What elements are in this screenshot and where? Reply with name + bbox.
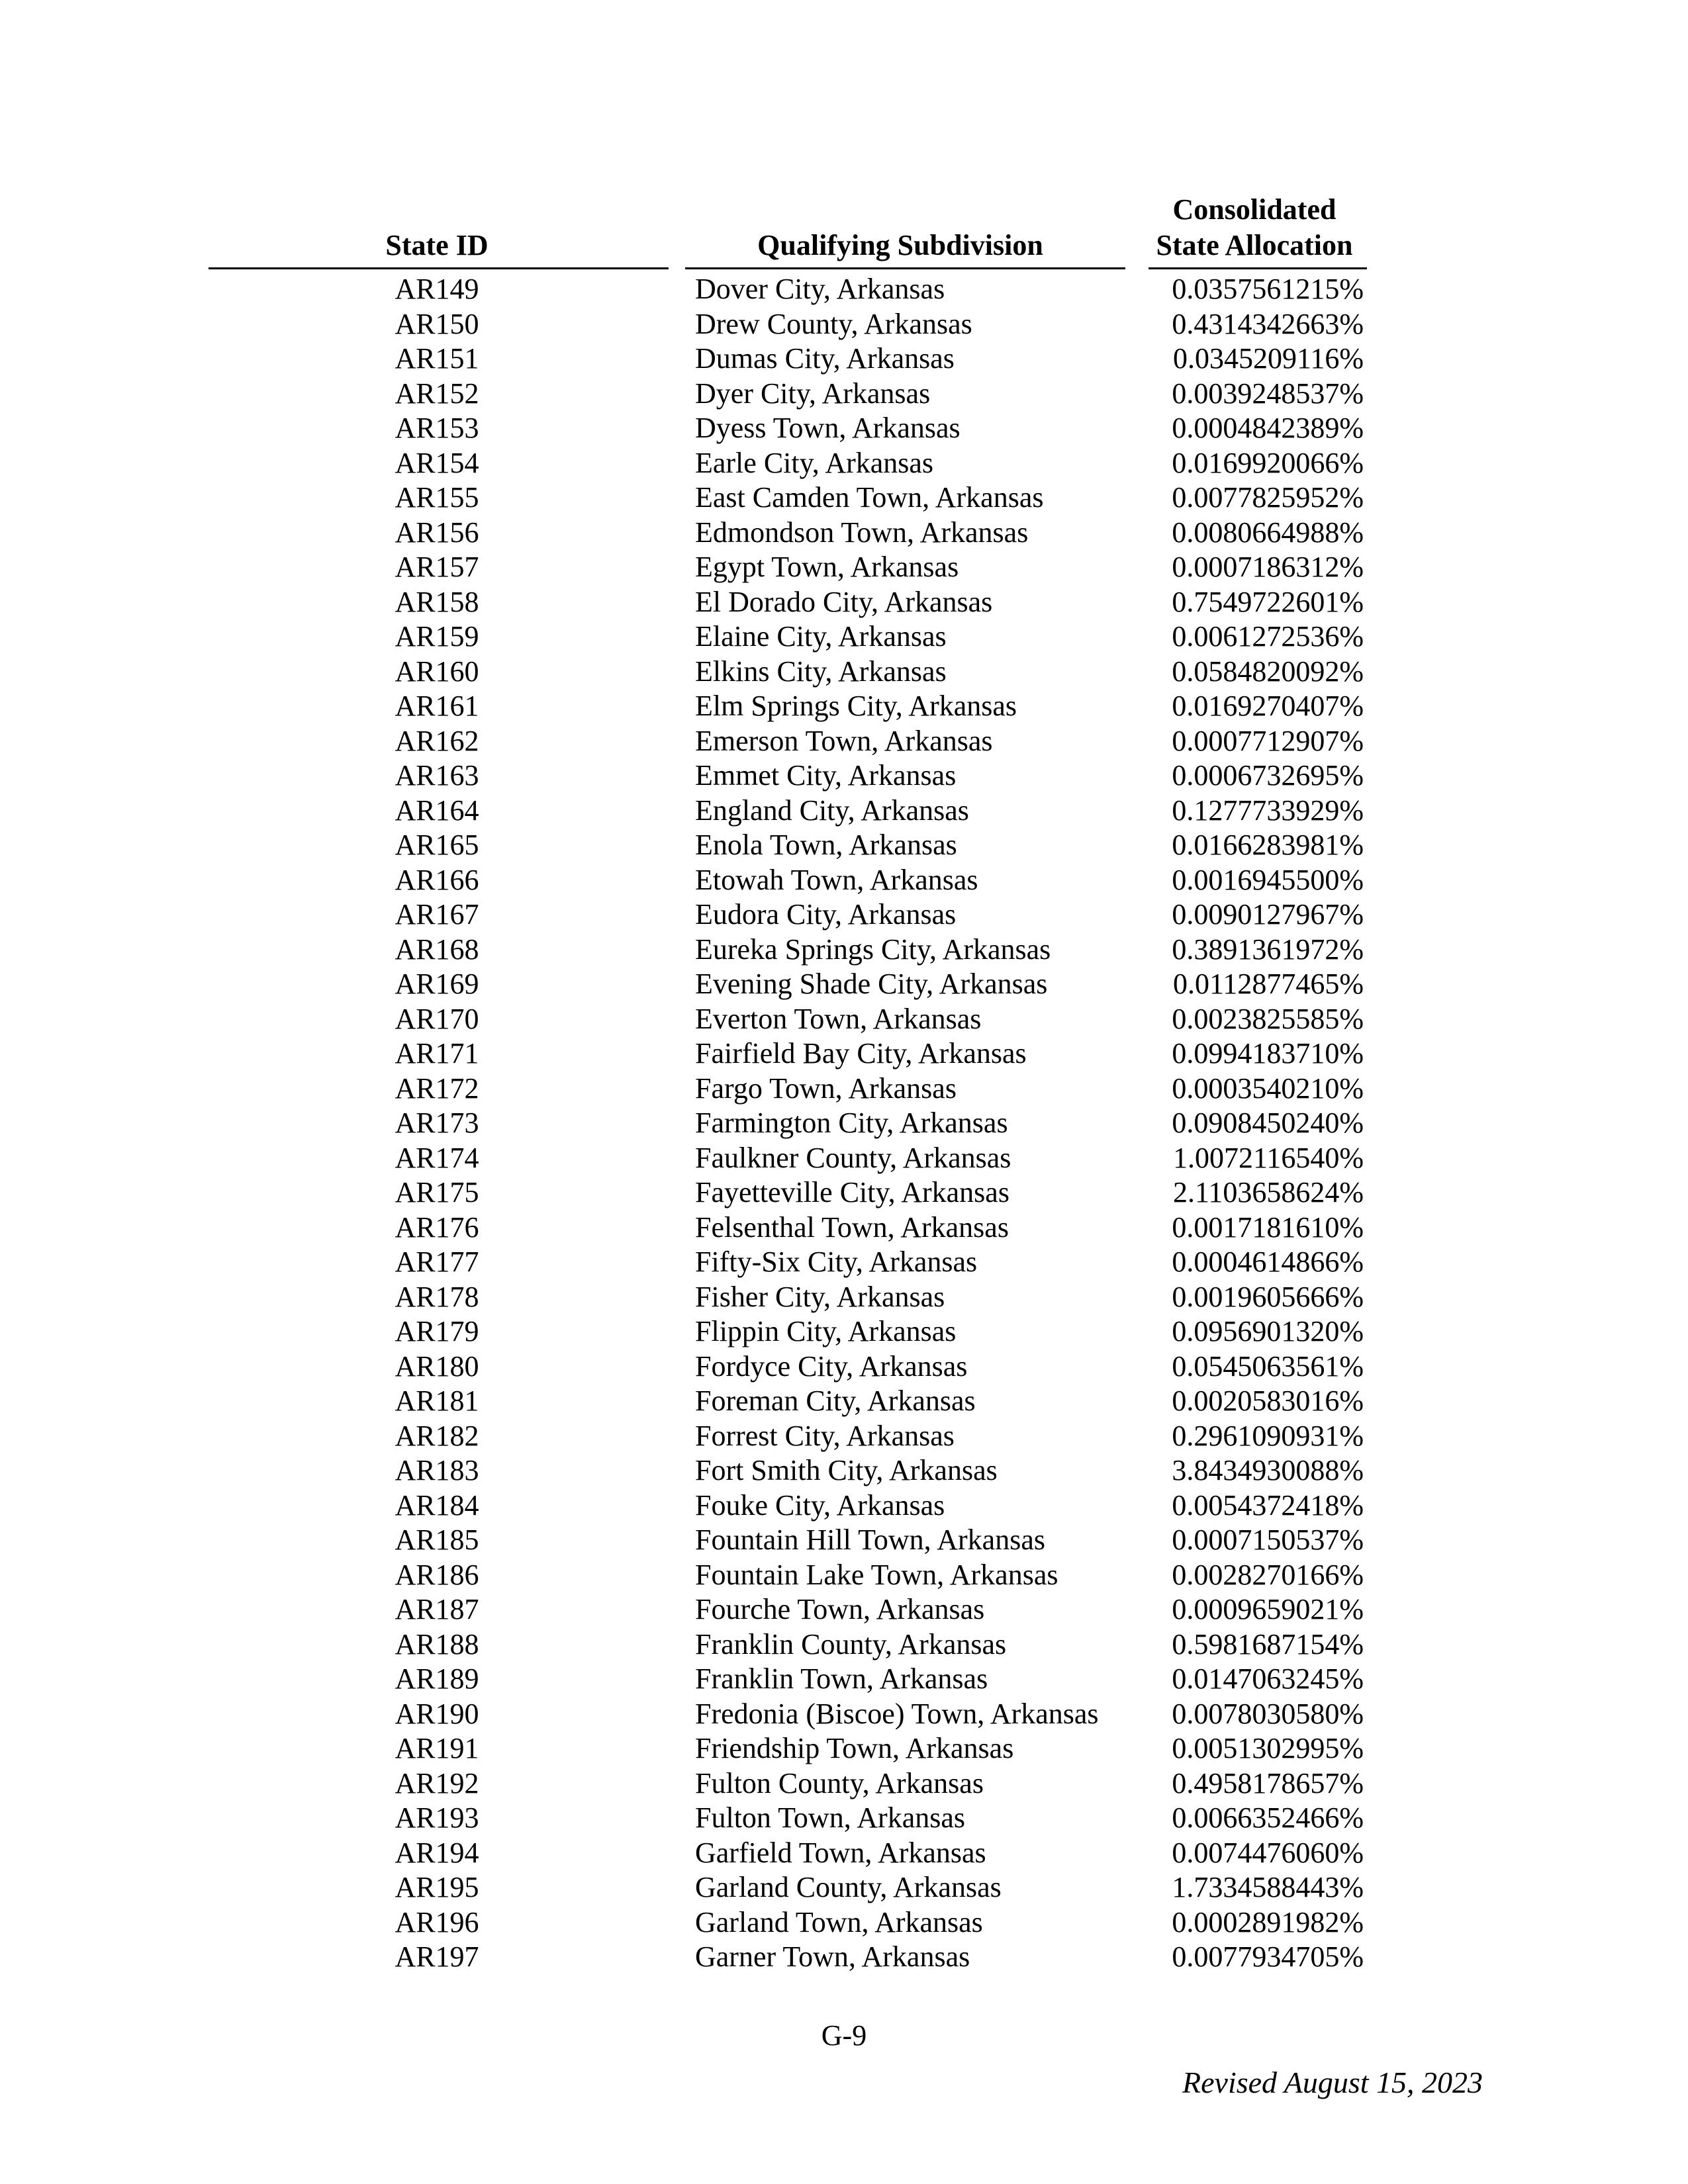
state-id-cell: AR192 <box>395 1766 479 1799</box>
allocation-cell: 0.0956901320% <box>1172 1315 1364 1347</box>
state-id-cell: AR196 <box>395 1905 479 1938</box>
table-row <box>0 967 1688 1002</box>
table-row <box>0 1801 1688 1836</box>
subdivision-cell: Foreman City, Arkansas <box>695 1385 976 1417</box>
table-row <box>0 1141 1688 1176</box>
header-underline-state-id <box>209 267 669 269</box>
allocation-cell: 0.0019605666% <box>1172 1280 1364 1313</box>
table-row <box>0 1314 1688 1349</box>
subdivision-cell: Franklin County, Arkansas <box>695 1627 1007 1661</box>
subdivision-cell: Garfield Town, Arkansas <box>695 1836 986 1869</box>
state-id-cell: AR170 <box>395 1002 479 1035</box>
table-row <box>0 758 1688 794</box>
subdivision-cell: Fouke City, Arkansas <box>695 1488 945 1522</box>
state-id-cell: AR175 <box>395 1176 479 1208</box>
table-row <box>0 1453 1688 1488</box>
subdivision-cell: Forrest City, Arkansas <box>695 1419 955 1452</box>
table-row <box>0 307 1688 342</box>
subdivision-cell: Fort Smith City, Arkansas <box>695 1454 998 1486</box>
allocation-cell: 0.0994183710% <box>1172 1037 1364 1069</box>
subdivision-cell: Fayetteville City, Arkansas <box>695 1176 1009 1208</box>
allocation-cell: 0.0023825585% <box>1172 1002 1364 1035</box>
allocation-cell: 0.0169920066% <box>1172 446 1364 479</box>
subdivision-cell: Drew County, Arkansas <box>695 307 972 340</box>
table-row <box>0 1905 1688 1940</box>
allocation-cell: 0.0054372418% <box>1172 1488 1364 1522</box>
subdivision-cell: Fulton Town, Arkansas <box>695 1801 966 1834</box>
state-id-cell: AR163 <box>395 759 479 792</box>
subdivision-cell: Fargo Town, Arkansas <box>695 1071 957 1105</box>
table-row <box>0 1592 1688 1627</box>
state-id-cell: AR183 <box>395 1454 479 1486</box>
subdivision-cell: Garland County, Arkansas <box>695 1871 1002 1903</box>
subdivision-cell: Fulton County, Arkansas <box>695 1766 984 1799</box>
table-row <box>0 724 1688 759</box>
state-id-cell: AR167 <box>395 898 479 931</box>
header-underline-allocation <box>1149 267 1367 269</box>
subdivision-cell: Earle City, Arkansas <box>695 446 934 479</box>
table-row <box>0 1488 1688 1524</box>
allocation-cell: 0.0584820092% <box>1172 655 1364 688</box>
table-row <box>0 1071 1688 1107</box>
subdivision-cell: Farmington City, Arkansas <box>695 1107 1008 1139</box>
subdivision-cell: Etowah Town, Arkansas <box>695 863 978 896</box>
table-row <box>0 1106 1688 1141</box>
subdivision-cell: Franklin Town, Arkansas <box>695 1662 988 1695</box>
subdivision-cell: Fredonia (Biscoe) Town, Arkansas <box>695 1697 1099 1730</box>
table-row <box>0 1766 1688 1801</box>
state-id-cell: AR177 <box>395 1246 479 1278</box>
allocation-cell: 0.0147063245% <box>1172 1662 1364 1695</box>
subdivision-cell: Egypt Town, Arkansas <box>695 551 959 583</box>
subdivision-cell: El Dorado City, Arkansas <box>695 585 993 618</box>
allocation-cell: 0.0112877465% <box>1172 968 1364 1000</box>
subdivision-cell: Elaine City, Arkansas <box>695 620 947 653</box>
allocation-cell: 0.0039248537% <box>1172 377 1364 410</box>
state-id-cell: AR154 <box>395 446 479 479</box>
header-consolidated-state-allocation: Consolidated State Allocation <box>1156 193 1353 261</box>
allocation-cell: 0.5981687154% <box>1172 1627 1364 1661</box>
state-id-cell: AR172 <box>395 1071 479 1105</box>
allocation-cell: 0.0004842389% <box>1172 412 1364 444</box>
state-id-cell: AR160 <box>395 655 479 688</box>
subdivision-cell: Edmondson Town, Arkansas <box>695 516 1029 549</box>
subdivision-cell: Fifty-Six City, Arkansas <box>695 1246 978 1278</box>
allocation-cell: 0.0007712907% <box>1172 724 1364 757</box>
header-underline-subdivision <box>685 267 1125 269</box>
subdivision-cell: Elkins City, Arkansas <box>695 655 947 688</box>
subdivision-cell: Fountain Lake Town, Arkansas <box>695 1558 1058 1591</box>
allocation-cell: 0.0051302995% <box>1172 1732 1364 1764</box>
allocation-cell: 0.0166283981% <box>1172 829 1364 861</box>
state-id-cell: AR180 <box>395 1349 479 1383</box>
header-qualifying-subdivision: Qualifying Subdivision <box>757 229 1043 261</box>
state-id-cell: AR189 <box>395 1662 479 1695</box>
subdivision-cell: Fairfield Bay City, Arkansas <box>695 1037 1027 1069</box>
state-id-cell: AR191 <box>395 1732 479 1764</box>
subdivision-cell: Fourche Town, Arkansas <box>695 1593 985 1625</box>
state-id-cell: AR185 <box>395 1524 479 1556</box>
subdivision-cell: Dyer City, Arkansas <box>695 377 931 410</box>
subdivision-cell: Friendship Town, Arkansas <box>695 1732 1014 1764</box>
table-row <box>0 1245 1688 1280</box>
subdivision-cell: Fordyce City, Arkansas <box>695 1349 968 1383</box>
allocation-cell: 3.8434930088% <box>1172 1454 1364 1486</box>
allocation-cell: 0.0078030580% <box>1172 1697 1364 1730</box>
table-row <box>0 1349 1688 1385</box>
subdivision-cell: Everton Town, Arkansas <box>695 1002 982 1035</box>
state-id-cell: AR156 <box>395 516 479 549</box>
page-number: G-9 <box>821 2019 867 2052</box>
state-id-cell: AR161 <box>395 690 479 722</box>
state-id-cell: AR153 <box>395 412 479 444</box>
state-id-cell: AR164 <box>395 794 479 827</box>
table-row <box>0 272 1688 307</box>
table-row <box>0 897 1688 933</box>
allocation-cell: 0.0908450240% <box>1172 1107 1364 1139</box>
table-row <box>0 1697 1688 1732</box>
allocation-cell: 0.0017181610% <box>1172 1210 1364 1244</box>
table-row <box>0 655 1688 690</box>
state-id-cell: AR152 <box>395 377 479 410</box>
state-id-cell: AR193 <box>395 1801 479 1834</box>
state-id-cell: AR179 <box>395 1315 479 1347</box>
allocation-cell: 0.0020583016% <box>1172 1385 1364 1417</box>
state-id-cell: AR169 <box>395 968 479 1000</box>
state-id-cell: AR178 <box>395 1280 479 1313</box>
state-id-cell: AR186 <box>395 1558 479 1591</box>
state-id-cell: AR151 <box>395 342 479 375</box>
state-id-cell: AR194 <box>395 1836 479 1869</box>
allocation-cell: 0.0077825952% <box>1172 481 1364 514</box>
allocation-cell: 0.0006732695% <box>1172 759 1364 792</box>
table-row <box>0 1002 1688 1037</box>
subdivision-cell: Enola Town, Arkansas <box>695 829 957 861</box>
allocation-cell: 0.0077934705% <box>1172 1940 1364 1973</box>
revised-date: Revised August 15, 2023 <box>1182 2066 1483 2099</box>
state-id-cell: AR174 <box>395 1141 479 1174</box>
allocation-cell: 0.1277733929% <box>1172 794 1364 827</box>
table-row <box>0 1175 1688 1210</box>
state-id-cell: AR188 <box>395 1627 479 1661</box>
state-id-cell: AR182 <box>395 1419 479 1452</box>
table-row <box>0 1210 1688 1246</box>
subdivision-cell: Emerson Town, Arkansas <box>695 724 993 757</box>
subdivision-cell: Garland Town, Arkansas <box>695 1905 983 1938</box>
state-id-cell: AR176 <box>395 1210 479 1244</box>
allocation-cell: 0.0090127967% <box>1172 898 1364 931</box>
allocation-cell: 0.0169270407% <box>1172 690 1364 722</box>
allocation-cell: 0.0004614866% <box>1172 1246 1364 1278</box>
allocation-cell: 0.4958178657% <box>1172 1766 1364 1799</box>
table-body <box>0 272 1688 1975</box>
subdivision-cell: Elm Springs City, Arkansas <box>695 690 1017 722</box>
table-row <box>0 1280 1688 1315</box>
table-row <box>0 341 1688 377</box>
allocation-cell: 0.0080664988% <box>1172 516 1364 549</box>
subdivision-cell: Dover City, Arkansas <box>695 273 945 305</box>
allocation-cell: 0.0007150537% <box>1172 1524 1364 1556</box>
allocation-cell: 2.1103658624% <box>1172 1176 1364 1208</box>
table-row <box>0 689 1688 724</box>
state-id-cell: AR187 <box>395 1593 479 1625</box>
table-row <box>0 1870 1688 1905</box>
table-row <box>0 550 1688 585</box>
subdivision-cell: Eudora City, Arkansas <box>695 898 957 931</box>
subdivision-cell: England City, Arkansas <box>695 794 969 827</box>
table-row <box>0 516 1688 551</box>
table-row <box>0 1662 1688 1697</box>
state-id-cell: AR158 <box>395 585 479 618</box>
state-id-cell: AR190 <box>395 1697 479 1730</box>
state-id-cell: AR171 <box>395 1037 479 1069</box>
subdivision-cell: Flippin City, Arkansas <box>695 1315 957 1347</box>
subdivision-cell: Emmet City, Arkansas <box>695 759 957 792</box>
state-id-cell: AR157 <box>395 551 479 583</box>
allocation-cell: 0.0074476060% <box>1172 1836 1364 1869</box>
table-row <box>0 1523 1688 1558</box>
state-id-cell: AR195 <box>395 1871 479 1903</box>
state-id-cell: AR166 <box>395 863 479 896</box>
allocation-cell: 0.0016945500% <box>1172 863 1364 896</box>
table-row <box>0 1384 1688 1419</box>
allocation-cell: 0.0357561215% <box>1172 273 1364 305</box>
state-id-cell: AR162 <box>395 724 479 757</box>
state-id-cell: AR173 <box>395 1107 479 1139</box>
allocation-cell: 0.3891361972% <box>1172 933 1364 966</box>
state-id-cell: AR168 <box>395 933 479 966</box>
subdivision-cell: Eureka Springs City, Arkansas <box>695 933 1051 966</box>
allocation-cell: 0.0345209116% <box>1172 342 1364 375</box>
state-id-cell: AR197 <box>395 1940 479 1973</box>
table-row <box>0 619 1688 655</box>
allocation-cell: 0.0066352466% <box>1172 1801 1364 1834</box>
subdivision-cell: Dyess Town, Arkansas <box>695 412 961 444</box>
state-id-cell: AR150 <box>395 307 479 340</box>
subdivision-cell: Dumas City, Arkansas <box>695 342 955 375</box>
table-row <box>0 794 1688 829</box>
table-header <box>0 192 1688 271</box>
table-row <box>0 1558 1688 1593</box>
header-state-id: State ID <box>385 229 489 261</box>
state-id-cell: AR165 <box>395 829 479 861</box>
table-row <box>0 480 1688 516</box>
subdivision-cell: Felsenthal Town, Arkansas <box>695 1210 1009 1244</box>
subdivision-cell: Faulkner County, Arkansas <box>695 1141 1011 1174</box>
subdivision-cell: Evening Shade City, Arkansas <box>695 968 1048 1000</box>
table-row <box>0 863 1688 898</box>
table-row <box>0 828 1688 863</box>
allocation-cell: 0.0002891982% <box>1172 1905 1364 1938</box>
state-id-cell: AR159 <box>395 620 479 653</box>
allocation-cell: 0.2961090931% <box>1172 1419 1364 1452</box>
allocation-cell: 0.0009659021% <box>1172 1593 1364 1625</box>
table-row <box>0 1036 1688 1071</box>
state-id-cell: AR155 <box>395 481 479 514</box>
state-id-cell: AR181 <box>395 1385 479 1417</box>
table-row <box>0 411 1688 446</box>
table-row <box>0 377 1688 412</box>
subdivision-cell: Fisher City, Arkansas <box>695 1280 945 1313</box>
table-row <box>0 1836 1688 1871</box>
subdivision-cell: Garner Town, Arkansas <box>695 1940 970 1973</box>
allocation-cell: 1.7334588443% <box>1172 1871 1364 1903</box>
allocation-cell: 0.4314342663% <box>1172 307 1364 340</box>
subdivision-cell: Fountain Hill Town, Arkansas <box>695 1524 1045 1556</box>
allocation-cell: 0.7549722601% <box>1172 585 1364 618</box>
table-row <box>0 1419 1688 1454</box>
table-row <box>0 585 1688 620</box>
table-row <box>0 1731 1688 1766</box>
allocation-cell: 0.0061272536% <box>1172 620 1364 653</box>
table-row <box>0 933 1688 968</box>
allocation-cell: 0.0007186312% <box>1172 551 1364 583</box>
subdivision-cell: East Camden Town, Arkansas <box>695 481 1044 514</box>
table-row <box>0 1940 1688 1975</box>
allocation-cell: 0.0003540210% <box>1172 1071 1364 1105</box>
allocation-cell: 0.0028270166% <box>1172 1558 1364 1591</box>
state-id-cell: AR149 <box>395 273 479 305</box>
table-row <box>0 446 1688 481</box>
state-id-cell: AR184 <box>395 1488 479 1522</box>
allocation-cell: 0.0545063561% <box>1172 1349 1364 1383</box>
table-row <box>0 1627 1688 1662</box>
allocation-cell: 1.0072116540% <box>1172 1141 1364 1174</box>
